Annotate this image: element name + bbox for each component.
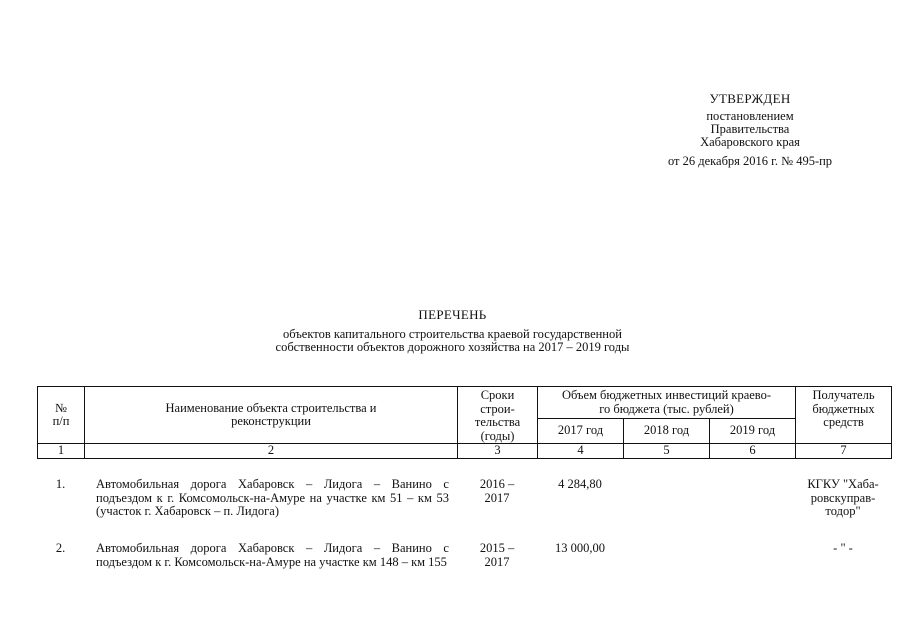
row-value-2017: 4 284,80 xyxy=(558,477,602,491)
column-number-2: 2 xyxy=(85,444,458,459)
approval-date: от 26 декабря 2016 г. № 495-пр xyxy=(667,154,833,169)
table-body xyxy=(37,478,891,569)
table-row xyxy=(37,478,891,542)
column-number-5: 5 xyxy=(624,444,710,459)
header-number: № п/п xyxy=(38,387,85,444)
column-number-3: 3 xyxy=(458,444,538,459)
row-value-2019 xyxy=(709,478,795,542)
document-subtitle-line-2: собственности объектов дорожного хозяйства на 2017 – 2019 годы xyxy=(275,340,630,355)
document-heading xyxy=(160,308,745,354)
column-number-1: 1 xyxy=(38,444,85,459)
row-number: 2. xyxy=(55,541,66,555)
approval-title: УТВЕРЖДЕН xyxy=(709,91,791,106)
header-budget-investments: Объем бюджетных инвестиций краево- го бюджета (тыс. рублей) xyxy=(538,387,796,419)
column-number-7: 7 xyxy=(796,444,892,459)
approval-line-3: Хабаровского края xyxy=(700,135,800,150)
approval-line-2: Правительства xyxy=(710,122,790,137)
row-value-2018 xyxy=(623,478,709,542)
column-number-6: 6 xyxy=(710,444,796,459)
row-value-2018 xyxy=(623,542,709,569)
header-construction-terms: Сроки строи- тельства (годы) xyxy=(458,387,538,444)
header-year-2018: 2018 год xyxy=(624,419,710,444)
approval-block xyxy=(640,92,860,169)
table-row xyxy=(37,542,891,569)
table-header xyxy=(37,386,892,459)
document-title: ПЕРЕЧЕНЬ xyxy=(418,307,487,322)
approval-line-1: постановлением xyxy=(706,109,794,124)
header-object-name: Наименование объекта строительства и реконструкции xyxy=(85,387,458,444)
row-object-name: Автомобильная дорога Хабаровск – Лидога – Ванино с подъездом к г. Комсомольск-на-Амуре на участке км 51 – км 53 (участок г. Хабаровск – п. Лидога) xyxy=(96,477,449,518)
row-recipient: - " - xyxy=(833,541,853,555)
row-years: 2015 – 2017 xyxy=(479,541,515,569)
row-years: 2016 – 2017 xyxy=(479,477,515,505)
row-value-2017: 13 000,00 xyxy=(555,541,605,555)
header-year-2017: 2017 год xyxy=(538,419,624,444)
row-value-2019 xyxy=(709,542,795,569)
header-recipient: Получатель бюджетных средств xyxy=(796,387,892,444)
header-year-2019: 2019 год xyxy=(710,419,796,444)
document-subtitle-line-1: объектов капитального строительства краевой государственной xyxy=(283,327,622,342)
row-number: 1. xyxy=(55,477,66,491)
row-recipient: КГКУ "Хаба- ровскуправ- тодор" xyxy=(807,477,879,518)
row-object-name: Автомобильная дорога Хабаровск – Лидога – Ванино с подъездом к г. Комсомольск-на-Амуре на участке км 148 – км 155 xyxy=(96,541,449,569)
column-number-4: 4 xyxy=(538,444,624,459)
